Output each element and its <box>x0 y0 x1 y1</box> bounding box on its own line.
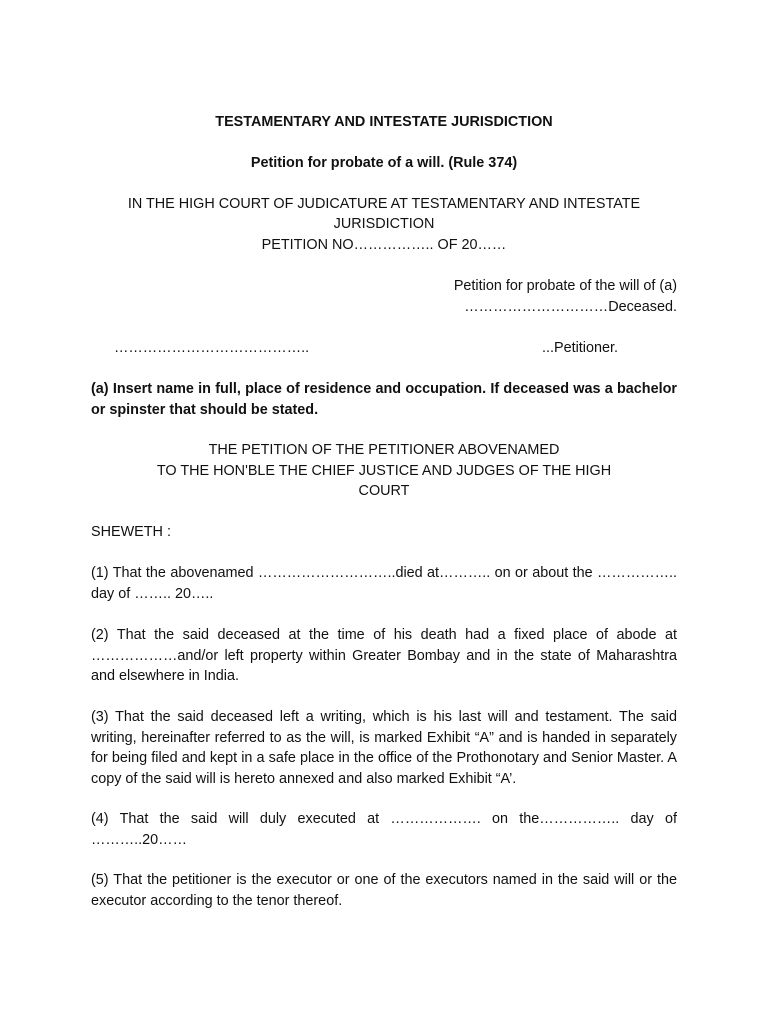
paragraph-2: (2) That the said deceased at the time of his death had a fixed place of abode at ………………and/or left property within Greater Bombay and in the state of Maharashtra and elsewhere in India. <box>91 627 677 684</box>
address-line-3: COURT <box>358 483 410 499</box>
petition-number: PETITION NO…………….. OF 20…… <box>261 237 507 253</box>
court-heading-line-1: IN THE HIGH COURT OF JUDICATURE AT TESTAMENTARY AND INTESTATE <box>127 196 641 212</box>
instruction-note: (a) Insert name in full, place of residence and occupation. If deceased was a bachelor or spinster that should be stated. <box>91 381 677 418</box>
paragraph-5: (5) That the petitioner is the executor or one of the executors named in the said will or the executor according to the tenor thereof. <box>91 872 677 909</box>
petitioner-label: ...Petitioner. <box>542 340 618 356</box>
address-line-2: TO THE HON'BLE THE CHIEF JUSTICE AND JUDGES OF THE HIGH <box>156 463 612 479</box>
jurisdiction-title: TESTAMENTARY AND INTESTATE JURISDICTION <box>215 114 553 130</box>
petition-title: Petition for probate of a will. (Rule 374) <box>250 155 518 171</box>
paragraph-3: (3) That the said deceased left a writing, which is his last will and testament. The said writing, hereinafter referred to as the will, is marked Exhibit “A” and is handed in separately for being filed and kept in a safe place in the office of the Prothonotary and Senior Master. A copy of the said will is hereto annexed and also marked Exhibit “A’. <box>91 709 677 787</box>
court-heading-line-2: JURISDICTION <box>333 216 435 232</box>
probate-of-line-2: …………………………Deceased. <box>464 299 677 315</box>
petitioner-name-blank: ………………………………….. <box>114 340 310 356</box>
paragraph-4: (4) That the said will duly executed at ………………. on the…………….. day of ………..20…… <box>91 811 677 848</box>
paragraph-1: (1) That the abovenamed ………………………..died at……….. on or about the …………….. day of …….. 20….. <box>91 565 677 602</box>
address-line-1: THE PETITION OF THE PETITIONER ABOVENAMED <box>208 442 560 458</box>
sheweth-label: SHEWETH : <box>91 524 171 540</box>
probate-of-line-1: Petition for probate of the will of (a) <box>453 278 677 294</box>
